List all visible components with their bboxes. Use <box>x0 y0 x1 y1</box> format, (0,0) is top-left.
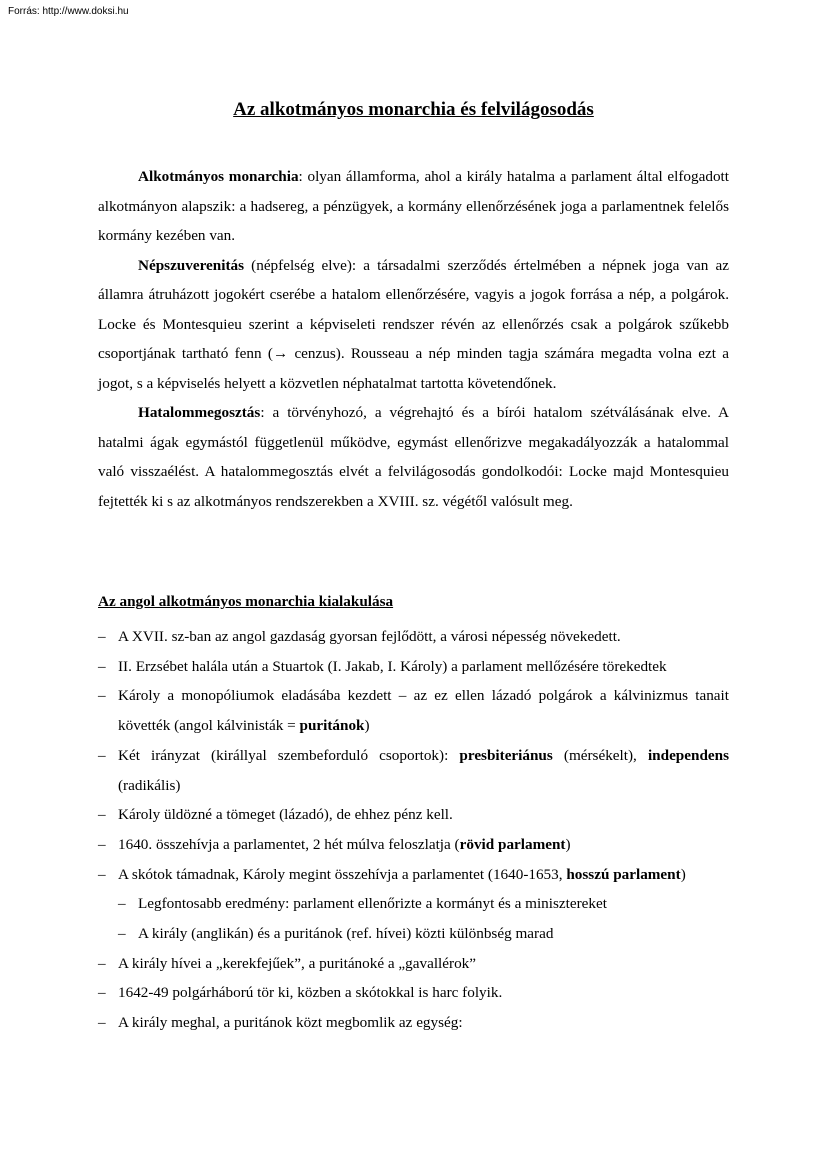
dash-bullet: – <box>98 835 106 853</box>
list-item-text: ) <box>364 717 370 735</box>
dash-bullet: – <box>98 746 106 764</box>
dash-bullet: – <box>98 984 106 1002</box>
list-item <box>98 622 729 652</box>
list-item <box>98 978 729 1008</box>
term: Alkotmányos monarchia <box>138 168 299 185</box>
list-item-text: A király (anglikán) és a puritánok (ref. hívei) közti különbség marad <box>138 925 554 943</box>
paragraph-popular-sovereignty <box>98 251 729 399</box>
dash-bullet: – <box>98 657 106 675</box>
list-item <box>98 652 729 682</box>
term: Hatalommegosztás <box>138 404 261 421</box>
dash-bullet: – <box>98 687 106 705</box>
list-item <box>98 949 729 979</box>
definition-text: : olyan államforma, ahol a király hatalma a parlament által elfogadott alkotmányon alapszik: a hadsereg, a pénzügyek, a kormány ellenőrzésének joga a parlamentnek felelős kormány kezében van. <box>98 168 729 244</box>
definition-paragraphs <box>98 162 729 516</box>
list-item <box>98 681 729 740</box>
dash-bullet: – <box>98 806 106 824</box>
dash-bullet: – <box>118 925 126 943</box>
list-item-text: A skótok támadnak, Károly megint összehívja a parlamentet (1640-1653, <box>118 865 567 883</box>
list-item-bold: rövid parlament <box>459 835 566 853</box>
list-item-text: Két irányzat (királlyal szembeforduló csoportok): <box>118 746 460 764</box>
list-item-bold: independens <box>647 746 729 764</box>
list-item <box>98 830 729 860</box>
dash-bullet: – <box>98 1014 106 1032</box>
term: Népszuverenitás <box>138 256 245 274</box>
paragraph-separation-of-powers <box>98 398 729 516</box>
list-item-text: II. Erzsébet halála után a Stuartok (I. Jakab, I. Károly) a parlament mellőzésére törekedtek <box>118 657 667 675</box>
dash-bullet: – <box>118 895 126 913</box>
list-item-text: A király hívei a „kerekfejűek”, a puritánoké a „gavallérok” <box>118 954 476 972</box>
list-item-bold: presbiteriánus <box>459 746 553 764</box>
section-title: Az angol alkotmányos monarchia kialakulása <box>98 593 394 610</box>
list-item-text: 1642-49 polgárháború tör ki, közben a skótokkal is harc folyik. <box>118 984 503 1002</box>
dash-bullet: – <box>98 628 106 645</box>
source-label: Forrás: http://www.doksi.hu <box>8 6 129 17</box>
list-item-text: Károly üldözné a tömeget (lázadó), de ehhez pénz kell. <box>118 806 453 824</box>
list-item-bold: hosszú parlament <box>566 865 681 883</box>
list-item-text: ) <box>680 865 686 883</box>
list-item-text: (radikális) <box>118 776 181 794</box>
page-title: Az alkotmányos monarchia és felvilágosodás <box>233 99 594 120</box>
list-item-text: 1640. összehívja a parlamentet, 2 hét múlva feloszlatja ( <box>118 835 460 853</box>
dash-bullet: – <box>98 954 106 972</box>
dash-bullet: – <box>98 865 106 883</box>
list-item <box>98 800 729 830</box>
list-item-text: Károly a monopóliumok eladásába kezdett – az ez ellen lázadó polgárok a kálvinizmus tanait követték (angol kálvinisták = <box>118 687 729 735</box>
list-item-text: A király meghal, a puritánok közt megbomlik az egység: <box>118 1014 463 1032</box>
paragraph-constitutional-monarchy <box>98 162 729 251</box>
definition-text: : a törvényhozó, a végrehajtó és a bírói hatalom szétválásának elve. A hatalmi ágak egymástól függetlenül működve, egymást ellenőrizve megakadályozzák a hatalommal való visszaélést. A hatalommegosztás elvét a felvilágosodás gondolkodói: Locke majd Montesquieu fejtették ki s az alkotmányos rendszerekben a XVIII. sz. végétől valósult meg. <box>98 404 729 510</box>
sub-list-item <box>98 919 729 949</box>
list-item-bold: puritánok <box>299 717 365 735</box>
list-item <box>98 860 729 890</box>
list-item-text: A XVII. sz-ban az angol gazdaság gyorsan fejlődött, a városi népesség növekedett. <box>118 628 621 645</box>
definition-text: (népfelség elve): a társadalmi szerződés értelmében a népnek joga van az államra átruházott jogokért cserébe a hatalom ellenőrzésére, vagyis a jogok forrása a nép, a polgárok. Locke és Montesquieu szerint a képviseleti rendszer révén az ellenőrzés csak a polgárok szűkebb csoportjának tartható fenn (→ cenzus). Rousseau a nép minden tagja számára megadta volna ezt a jogot, s a képviselés helyett a közvetlen néphatalmat tartotta követendőnek. <box>98 256 729 392</box>
list-item <box>98 1008 729 1038</box>
list-item <box>98 741 729 800</box>
sub-list-item <box>98 889 729 919</box>
history-list <box>98 622 729 1038</box>
list-item-text: ) <box>565 835 571 853</box>
list-item-text: (mérsékelt), <box>552 746 648 764</box>
list-item-text: Legfontosabb eredmény: parlament ellenőrizte a kormányt és a minisztereket <box>138 895 607 913</box>
